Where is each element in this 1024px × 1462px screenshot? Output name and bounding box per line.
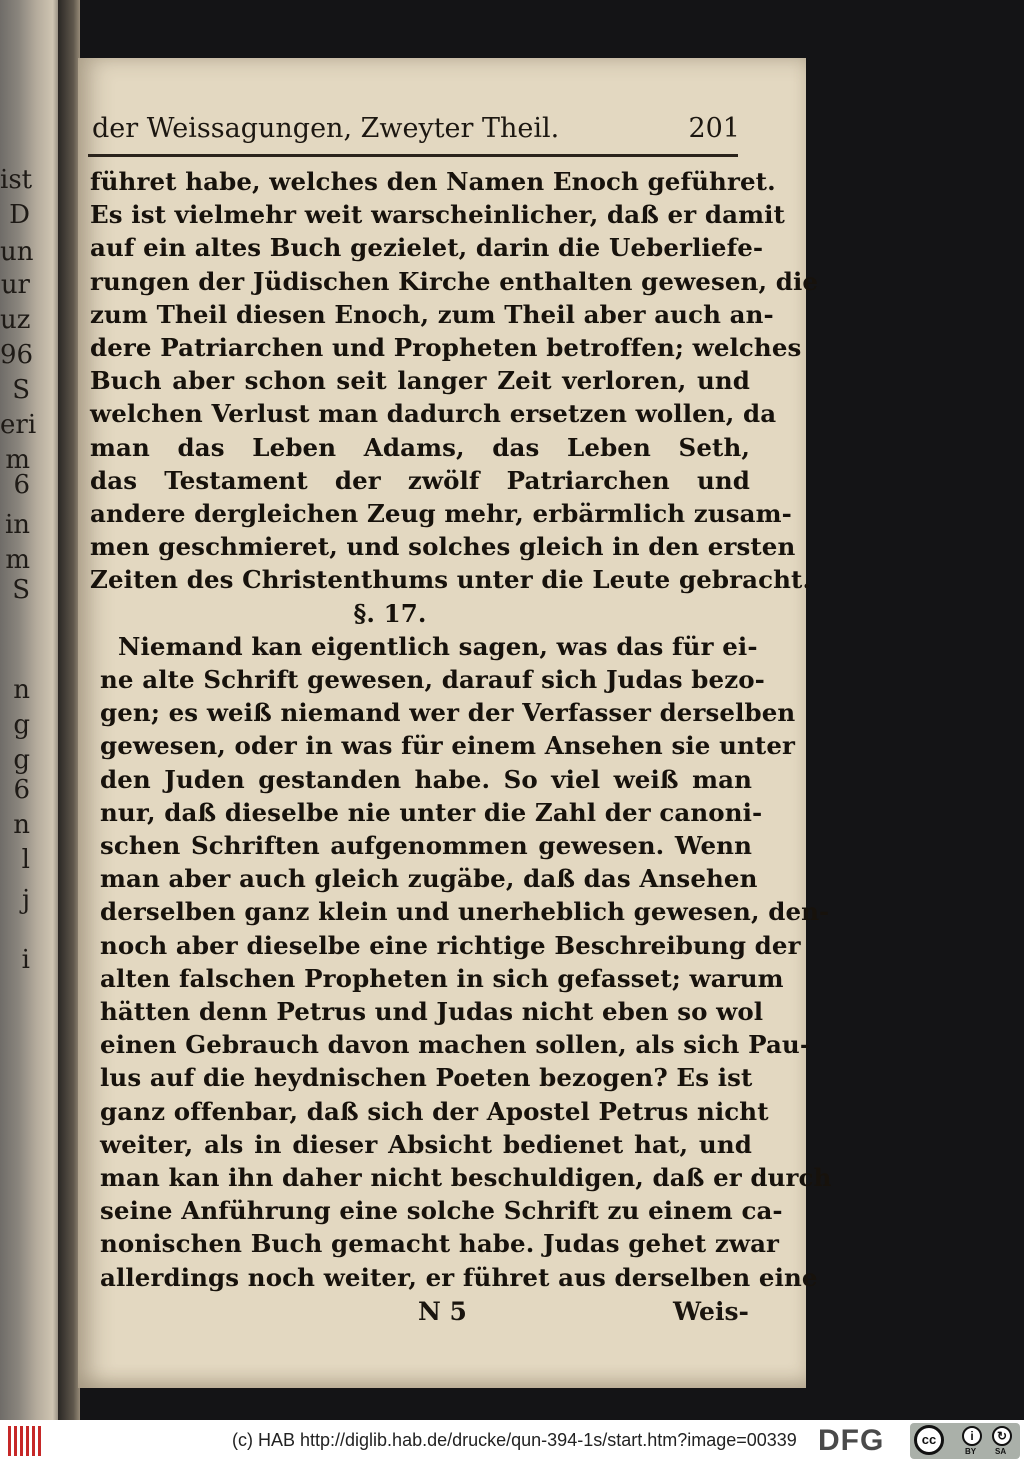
text-line: seine Anführung eine solche Schrift zu einem ca- [100, 1196, 783, 1226]
cc-license-badge[interactable] [910, 1423, 1020, 1459]
text-line: weiter, als in dieser Absicht bedienet hat, und [100, 1129, 752, 1159]
text-line: allerdings noch weiter, er führet aus derselben eine [100, 1262, 818, 1292]
previous-page-fragment: i [21, 945, 30, 975]
credit-link[interactable]: (c) HAB http://diglib.hab.de/drucke/qun-394-1s/start.htm?image=00339 [232, 1430, 797, 1450]
previous-page-fragment: ist [0, 165, 33, 195]
previous-page-fragment: eri [0, 410, 37, 440]
previous-page-fragment: S [12, 575, 30, 605]
signature-mark: N 5 [418, 1297, 467, 1326]
text-line: andere dergleichen Zeug mehr, erbärmlich zusam- [90, 499, 792, 528]
running-header [92, 113, 740, 153]
previous-page-fragment: D [9, 200, 30, 230]
previous-page-fragment: j [21, 885, 30, 915]
text-line: ganz offenbar, daß sich der Apostel Petrus nicht [100, 1096, 769, 1126]
hab-logo-icon[interactable] [8, 1426, 46, 1456]
header-rule [88, 154, 738, 157]
catchword: Weis- [673, 1297, 749, 1326]
text-line: einen Gebrauch davon machen sollen, als sich Pau- [100, 1030, 811, 1060]
text-line: Niemand kan eigentlich sagen, was das für ei- [118, 631, 758, 661]
text-line: dere Patriarchen und Propheten betroffen; welches [90, 333, 802, 362]
dfg-logo[interactable]: DFG [818, 1424, 885, 1457]
section-heading: §. 17. [353, 598, 427, 628]
previous-page-fragment: ur [0, 270, 30, 300]
text-line: derselben ganz klein und unerheblich gewesen, den- [100, 897, 830, 927]
text-line: hätten denn Petrus und Judas nicht eben so wol [100, 997, 764, 1026]
previous-page-fragment: n [13, 675, 30, 705]
text-line: auf ein altes Buch gezielet, darin die Ueberliefe- [90, 233, 764, 263]
previous-page-fragment: g [13, 710, 30, 740]
text-line: führet habe, welches den Namen Enoch geführet. [90, 167, 776, 196]
running-title: der Weissagungen, Zweyter Theil. [92, 113, 560, 144]
text-line: welchen Verlust man dadurch ersetzen wollen, da [90, 399, 777, 429]
text-line: nonischen Buch gemacht habe. Judas gehet zwar [100, 1229, 780, 1259]
text-line: man das Leben Adams, das Leben Seth, [90, 432, 750, 462]
text-line: rungen der Jüdischen Kirche enthalten gewesen, die [90, 266, 819, 296]
previous-page-fragment: 6 [13, 470, 30, 500]
text-line: ne alte Schrift gewesen, darauf sich Judas bezo- [100, 665, 765, 694]
sa-icon: ↻ [992, 1426, 1012, 1446]
text-line: Es ist vielmehr weit warscheinlicher, daß er damit [90, 200, 785, 230]
previous-page-fragment: l [21, 845, 30, 875]
previous-page-fragment: g [13, 745, 30, 775]
previous-page-fragment: 6 [13, 775, 30, 805]
text-line: Buch aber schon seit langer Zeit verloren, und [90, 366, 750, 396]
sa-label: SA [995, 1447, 1007, 1456]
previous-page-fragment: n [13, 810, 30, 840]
text-line: lus auf die heydnischen Poeten bezogen? Es ist [100, 1063, 753, 1093]
text-line: nur, daß dieselbe nie unter die Zahl der canoni- [100, 797, 763, 827]
previous-page-fragment: 96 [0, 340, 34, 370]
bottom-credit-bar [0, 1420, 1024, 1462]
previous-page-fragment: m [5, 445, 30, 475]
by-label: BY [965, 1447, 977, 1456]
text-line: schen Schriften aufgenommen gewesen. Wenn [100, 831, 752, 860]
text-line: den Juden gestanden habe. So viel weiß man [100, 764, 752, 794]
previous-page-fragment: in [4, 510, 30, 540]
text-line: gewesen, oder in was für einem Ansehen sie unter [100, 731, 796, 761]
text-line: man aber auch gleich zugäbe, daß das Ansehen [100, 864, 758, 894]
page-number: 201 [688, 113, 740, 144]
text-line: noch aber dieselbe eine richtige Beschreibung der [100, 930, 801, 960]
previous-page-fragment: m [5, 545, 30, 575]
binding-gutter [58, 0, 80, 1420]
text-line: zum Theil diesen Enoch, zum Theil aber auch an- [90, 299, 774, 329]
cc-icon: cc [914, 1425, 944, 1455]
previous-page-edge [0, 0, 66, 1420]
text-line: Zeiten des Christenthums unter die Leute gebracht. [90, 565, 812, 595]
text-line: gen; es weiß niemand wer der Verfasser derselben [100, 698, 796, 728]
text-line: man kan ihn daher nicht beschuldigen, daß er durch [100, 1163, 832, 1192]
text-line: das Testament der zwölf Patriarchen und [90, 465, 750, 495]
by-icon: i [962, 1426, 982, 1446]
previous-page-fragment: S [12, 375, 30, 405]
previous-page-fragment: uz [0, 305, 31, 335]
text-line: men geschmieret, und solches gleich in den ersten [90, 532, 796, 562]
text-line: alten falschen Propheten in sich gefasset; warum [100, 963, 784, 993]
previous-page-fragment: un [0, 237, 34, 267]
